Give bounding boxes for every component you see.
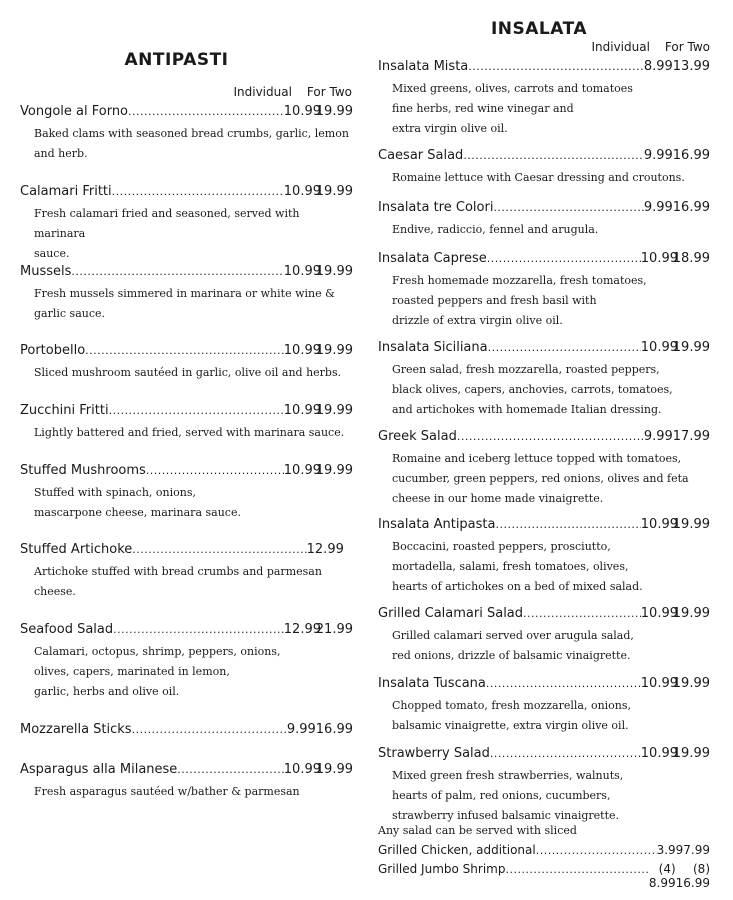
price-individual: 10.99 — [640, 746, 678, 761]
price-individual: 10.99 — [640, 340, 678, 355]
menu-item — [20, 762, 353, 802]
menu-item — [20, 184, 353, 264]
price-individual: (4) 8.99 — [648, 862, 676, 890]
menu-item-row — [378, 606, 710, 624]
menu-item-row — [378, 429, 710, 447]
price-for-two: 19.99 — [315, 104, 353, 119]
price-individual: 10.99 — [283, 463, 321, 478]
dot-leader — [505, 862, 648, 876]
price-for-two: 16.99 — [672, 148, 710, 163]
dot-leader — [146, 463, 284, 478]
menu-item-row — [378, 676, 710, 694]
menu-item-name: Calamari Fritti — [20, 184, 112, 199]
salad-addon-note: Any salad can be served with sliced — [378, 824, 577, 837]
menu-item — [378, 746, 710, 826]
menu-item-name: Insalata Antipasta — [378, 517, 496, 532]
menu-item-row — [20, 104, 353, 122]
dot-leader — [493, 200, 643, 215]
price-for-two: 19.99 — [672, 676, 710, 691]
menu-item-name: Vongole al Forno — [20, 104, 129, 119]
menu-item — [378, 676, 710, 736]
price-for-two: 19.99 — [315, 403, 353, 418]
price-for-two: 19.99 — [672, 340, 710, 355]
menu-item-row — [20, 343, 353, 361]
menu-item-name: Insalata tre Colori — [378, 200, 494, 215]
menu-item-row — [378, 200, 710, 218]
menu-item-name: Stuffed Mushrooms — [20, 463, 146, 478]
dot-leader — [486, 676, 641, 691]
header-individual: Individual — [233, 85, 292, 99]
price-individual: 9.99 — [643, 200, 673, 215]
price-individual: 10.99 — [283, 184, 321, 199]
menu-item-name: Caesar Salad — [378, 148, 464, 163]
price-for-two: 19.99 — [672, 517, 710, 532]
dot-leader — [463, 148, 644, 163]
menu-item-description: Mixed greens, olives, carrots and tomatoes fine herbs, red wine vinegar and extra virgin olive oil. — [392, 82, 633, 135]
menu-item-description: Fresh mussels simmered in marinara or white wine & garlic sauce. — [34, 287, 335, 320]
price-for-two: 13.99 — [672, 59, 710, 74]
menu-item-description: Endive, radiccio, fennel and arugula. — [392, 223, 599, 236]
menu-item-row — [378, 251, 710, 269]
price-for-two: 19.99 — [315, 762, 353, 777]
price-for-two: 19.99 — [315, 343, 353, 358]
price-individual: 12.99 — [306, 542, 344, 557]
menu-item-description: Artichoke stuffed with bread crumbs and parmesan cheese. — [34, 565, 322, 598]
price-individual: 12.99 — [283, 622, 321, 637]
addon-item — [378, 862, 710, 890]
menu-item — [20, 104, 353, 164]
menu-item-row — [378, 340, 710, 358]
menu-item — [378, 148, 710, 188]
header-for-two: For Two — [664, 40, 710, 54]
menu-item — [378, 200, 710, 240]
menu-item-description: Sliced mushroom sautéed in garlic, olive oil and herbs. — [34, 366, 342, 379]
menu-item-description: Chopped tomato, fresh mozzarella, onions, balsamic vinaigrette, extra virgin olive oil. — [392, 699, 632, 732]
menu-item-description: Fresh calamari fried and seasoned, served with marinara sauce. — [34, 207, 300, 260]
menu-item-name: Zucchini Fritti — [20, 403, 109, 418]
menu-item-row — [378, 746, 710, 764]
menu-item-name: Insalata Tuscana — [378, 676, 486, 691]
menu-item-description: Boccacini, roasted peppers, prosciutto, mortadella, salami, fresh tomatoes, olives, hearts of artichokes on a bed of mixed salad. — [392, 540, 643, 593]
menu-item-name: Stuffed Artichoke — [20, 542, 133, 557]
menu-item-description: Calamari, octopus, shrimp, peppers, onions, olives, capers, marinated in lemon, garlic, herbs and olive oil. — [34, 645, 281, 698]
menu-item-name: Mozzarella Sticks — [20, 722, 132, 737]
menu-item — [378, 606, 710, 666]
price-for-two: 19.99 — [672, 746, 710, 761]
menu-item-name: Grilled Chicken, additional — [378, 843, 536, 857]
menu-item-row — [378, 862, 710, 890]
menu-item — [378, 340, 710, 420]
price-for-two: (8) 16.99 — [675, 862, 710, 890]
price-for-two: 19.99 — [315, 264, 353, 279]
menu-item-name: Mussels — [20, 264, 72, 279]
menu-item-row — [378, 517, 710, 535]
price-for-two: 16.99 — [672, 200, 710, 215]
menu-item — [20, 403, 353, 443]
antipasti-title: ANTIPASTI — [124, 50, 229, 70]
price-individual: 10.99 — [283, 104, 321, 119]
dot-leader — [495, 517, 640, 532]
insalata-column-headers — [591, 40, 710, 54]
price-individual: 10.99 — [283, 264, 321, 279]
menu-item-description: Fresh asparagus sautéed w/bather & parmesan — [34, 785, 300, 798]
menu-item-row — [20, 762, 353, 780]
menu-item-row — [20, 463, 353, 481]
menu-item — [20, 264, 353, 324]
menu-item-description: Baked clams with seasoned bread crumbs, garlic, lemon and herb. — [34, 127, 349, 160]
price-for-two: 7.99 — [683, 843, 710, 857]
dot-leader — [112, 184, 284, 199]
menu-item-row — [20, 264, 353, 282]
price-individual: 9.99 — [286, 722, 316, 737]
dot-leader — [523, 606, 641, 621]
antipasti-column-headers — [233, 85, 352, 99]
menu-item-name: Grilled Calamari Salad — [378, 606, 524, 621]
addon-item — [378, 843, 710, 861]
dot-leader — [177, 762, 283, 777]
menu-item — [20, 343, 353, 383]
insalata-title: INSALATA — [490, 19, 588, 39]
menu-item — [20, 542, 353, 602]
menu-item-name: Asparagus alla Milanese — [20, 762, 178, 777]
dot-leader — [132, 542, 306, 557]
menu-item-description: Romaine and iceberg lettuce topped with tomatoes, cucumber, green peppers, red onions, olives and feta cheese in our home made vinaigrette. — [392, 452, 689, 505]
header-individual: Individual — [591, 40, 650, 54]
dot-leader — [468, 59, 644, 74]
price-individual: 9.99 — [643, 148, 673, 163]
price-individual: 10.99 — [283, 403, 321, 418]
menu-item — [378, 517, 710, 597]
menu-item-name: Seafood Salad — [20, 622, 114, 637]
price-individual: 10.99 — [640, 606, 678, 621]
dot-leader — [109, 403, 284, 418]
price-for-two: 19.99 — [315, 184, 353, 199]
price-individual: 3.99 — [656, 843, 684, 857]
price-for-two: 19.99 — [315, 463, 353, 478]
price-individual: 9.99 — [643, 429, 673, 444]
menu-item-description: Stuffed with spinach, onions, mascarpone cheese, marinara sauce. — [34, 486, 241, 519]
menu-item-description: Lightly battered and fried, served with marinara sauce. — [34, 426, 345, 439]
menu-item-name: Insalata Siciliana — [378, 340, 488, 355]
menu-item-name: Insalata Caprese — [378, 251, 487, 266]
dot-leader — [487, 251, 641, 266]
menu-item-name: Strawberry Salad — [378, 746, 490, 761]
price-individual: 8.99 — [643, 59, 673, 74]
menu-item — [20, 622, 353, 702]
menu-item-row — [20, 542, 353, 560]
menu-item-description: Mixed green fresh strawberries, walnuts, hearts of palm, red onions, cucumbers, strawberry infused balsamic vinaigrette. — [392, 769, 624, 822]
price-individual: 10.99 — [283, 762, 321, 777]
price-for-two: 21.99 — [315, 622, 353, 637]
dot-leader — [488, 340, 641, 355]
menu-item — [378, 251, 710, 331]
menu-item-row — [20, 403, 353, 421]
menu-item — [20, 463, 353, 523]
menu-item-row — [378, 843, 710, 861]
menu-item-name: Insalata Mista — [378, 59, 469, 74]
menu-item-name: Portobello — [20, 343, 86, 358]
dot-leader — [490, 746, 641, 761]
menu-item-description: Romaine lettuce with Caesar dressing and croutons. — [392, 171, 685, 184]
dot-leader — [457, 429, 644, 444]
dot-leader — [71, 264, 283, 279]
menu-item-description: Green salad, fresh mozzarella, roasted peppers, black olives, capers, anchovies, carrots, tomatoes, and artichokes with homemade Italian dressing. — [392, 363, 673, 416]
menu-item — [20, 722, 353, 740]
price-individual: 10.99 — [640, 517, 678, 532]
menu-item-description: Grilled calamari served over arugula salad, red onions, drizzle of balsamic vinaigrette. — [392, 629, 634, 662]
menu-item-row — [378, 59, 710, 77]
price-for-two: 19.99 — [672, 606, 710, 621]
price-for-two: 16.99 — [315, 722, 353, 737]
price-for-two: 18.99 — [672, 251, 710, 266]
menu-item-row — [378, 148, 710, 166]
menu-item-row — [20, 622, 353, 640]
header-for-two: For Two — [306, 85, 352, 99]
menu-item — [378, 59, 710, 139]
menu-item-name: Greek Salad — [378, 429, 457, 444]
price-individual: 10.99 — [640, 251, 678, 266]
price-for-two: 17.99 — [672, 429, 710, 444]
dot-leader — [113, 622, 284, 637]
menu-item-description: Fresh homemade mozzarella, fresh tomatoes, roasted peppers and fresh basil with drizzle of extra virgin olive oil. — [392, 274, 647, 327]
price-individual: 10.99 — [640, 676, 678, 691]
dot-leader — [132, 722, 287, 737]
menu-item — [378, 429, 710, 509]
menu-item-row — [20, 184, 353, 202]
dot-leader — [85, 343, 284, 358]
menu-item-name: Grilled Jumbo Shrimp — [378, 862, 506, 876]
menu-item-row — [20, 722, 353, 740]
dot-leader — [128, 104, 284, 119]
dot-leader — [536, 843, 657, 857]
price-individual: 10.99 — [283, 343, 321, 358]
